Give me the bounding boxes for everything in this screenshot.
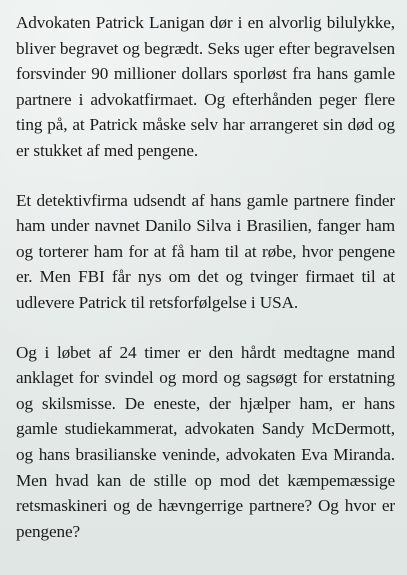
blurb-paragraph-3: Og i løbet af 24 timer er den hårdt medtagne mand anklaget for svindel og mord og sagsøgt for erstatning og skilsmisse. De eneste, der hjælper ham, er hans gamle studiekammerat, advokaten Sandy McDermott, og hans brasilianske veninde, advokaten Eva Miranda. Men hvad kan de stille op mod det kæmpemæssige retsmaskineri og de hævngerrige partnere? Og hvor er pengene? — [16, 342, 395, 541]
blurb-paragraph-1: Advokaten Patrick Lanigan dør i en alvorlig bilulykke, bliver begravet og begrædt. Seks uger efter begravelsen forsvinder 90 millioner dollars sporløst fra hans gamle partnere i advokatfirmaet. Og efterhånden peger flere ting på, at Patrick måske selv har arrangeret sin død og er stukket af med pengene. — [16, 13, 395, 160]
blurb-paragraph-2: Et detektivfirma udsendt af hans gamle partnere finder ham under navnet Danilo Silva i Brasilien, fanger ham og torterer ham for at få ham til at røbe, hvor pengene er. Men FBI får nys om det og tvinger firmaet til at udlevere Patrick til retsforfølgelse i USA. — [16, 190, 395, 312]
